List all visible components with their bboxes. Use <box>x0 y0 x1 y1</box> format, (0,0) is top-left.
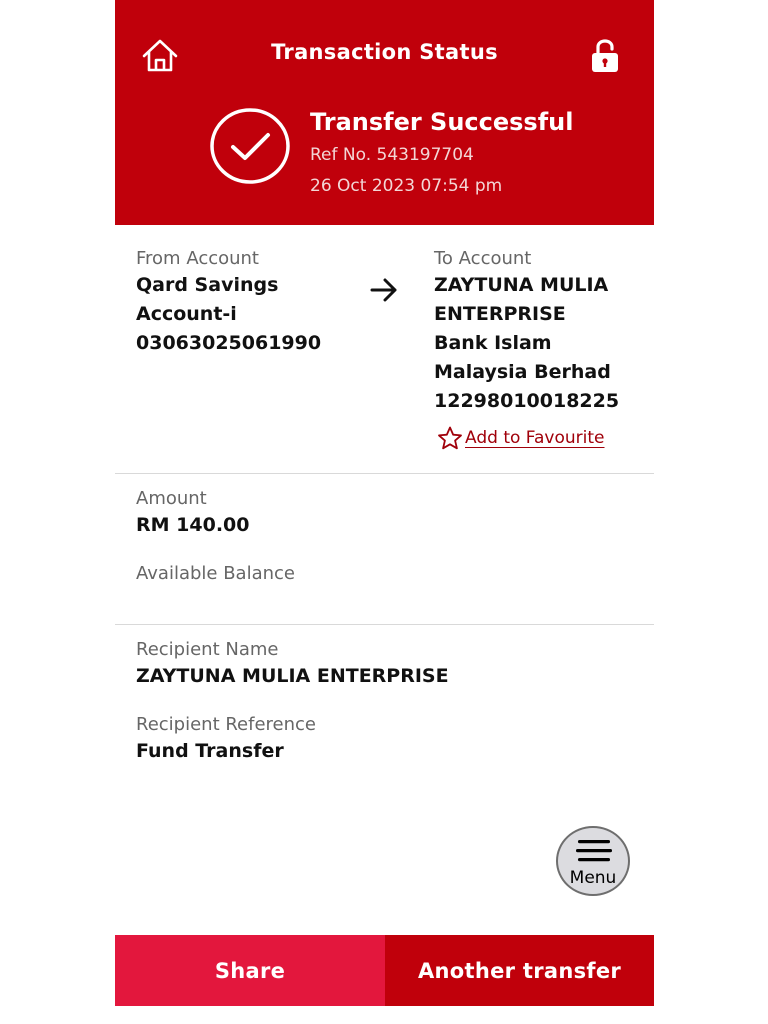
divider <box>115 473 654 474</box>
check-circle-icon <box>209 107 291 185</box>
to-account-label: To Account <box>434 248 532 269</box>
menu-label: Menu <box>569 868 617 888</box>
amount-field <box>136 487 249 539</box>
unlock-icon <box>589 36 621 76</box>
to-account-name-line2: ENTERPRISE <box>434 303 566 325</box>
menu-button[interactable] <box>556 826 630 896</box>
to-account-number: 12298010018225 <box>434 390 620 412</box>
arrow-right-icon <box>369 276 399 304</box>
logout-button[interactable] <box>589 36 621 76</box>
transaction-datetime: 26 Oct 2023 07:54 pm <box>310 176 503 196</box>
from-account-name-line1: Qard Savings <box>136 274 279 296</box>
from-account-name-line2: Account-i <box>136 303 237 325</box>
divider <box>115 624 654 625</box>
add-to-favourite-label: Add to Favourite <box>465 428 605 448</box>
add-to-favourite-link[interactable] <box>437 426 605 450</box>
to-account-bank-line1: Bank Islam <box>434 332 552 354</box>
header <box>115 0 654 225</box>
page-title: Transaction Status <box>271 40 498 64</box>
from-account <box>136 247 356 358</box>
amount-label: Amount <box>136 488 207 509</box>
amount-value: RM 140.00 <box>136 514 250 536</box>
to-account-bank-line2: Malaysia Berhad <box>434 361 611 383</box>
share-button[interactable]: Share <box>115 935 385 1006</box>
recipient-name-label: Recipient Name <box>136 639 279 660</box>
recipient-name-field <box>136 638 449 690</box>
from-account-number: 03063025061990 <box>136 332 322 354</box>
transaction-status-screen <box>115 0 654 1024</box>
another-transfer-button[interactable]: Another transfer <box>385 935 654 1006</box>
recipient-reference-label: Recipient Reference <box>136 714 316 735</box>
hamburger-icon <box>576 838 612 866</box>
recipient-reference-field <box>136 713 316 765</box>
recipient-reference-value: Fund Transfer <box>136 740 284 762</box>
reference-number: Ref No. 543197704 <box>310 145 474 165</box>
star-icon <box>437 426 463 450</box>
available-balance-label: Available Balance <box>136 563 295 584</box>
recipient-name-value: ZAYTUNA MULIA ENTERPRISE <box>136 665 449 687</box>
transfer-status-title: Transfer Successful <box>310 108 574 136</box>
from-account-label: From Account <box>136 248 259 269</box>
to-account-name-line1: ZAYTUNA MULIA <box>434 274 609 296</box>
to-account <box>434 247 634 416</box>
available-balance-field <box>136 562 295 586</box>
